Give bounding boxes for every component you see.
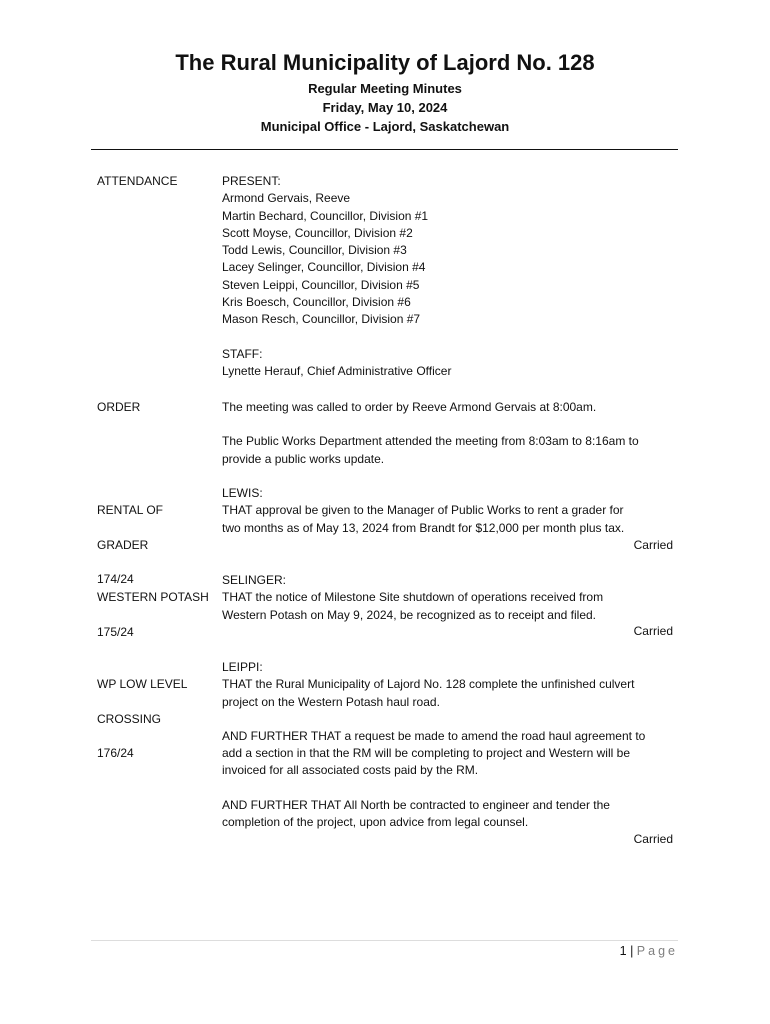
footer-separator: | bbox=[630, 944, 634, 958]
motion-line: AND FURTHER THAT a request be made to amend the road haul agreement to bbox=[222, 728, 646, 743]
mover: SELINGER: bbox=[222, 573, 287, 587]
order-call: The meeting was called to order by Reeve Armond Gervais at 8:00am. bbox=[222, 400, 597, 414]
rental-section bbox=[222, 485, 672, 537]
resolution-number: 176/24 bbox=[97, 746, 134, 761]
motion-line: invoiced for all associated costs paid by the RM. bbox=[222, 763, 479, 778]
order-note-line: provide a public works update. bbox=[222, 451, 385, 466]
footer-divider bbox=[91, 940, 678, 941]
motion-line: two months as of May 13, 2024 from Brandt for $12,000 per month plus tax. bbox=[222, 520, 625, 535]
motion-result: Carried bbox=[633, 624, 673, 638]
order-section bbox=[222, 399, 672, 468]
attendee: Todd Lewis, Councillor, Division #3 bbox=[222, 243, 407, 258]
attendee: Lacey Selinger, Councillor, Division #4 bbox=[222, 260, 426, 275]
resolution-number: 174/24 bbox=[97, 572, 134, 587]
motion-line: completion of the project, upon advice from legal counsel. bbox=[222, 815, 529, 830]
attendee: Armond Gervais, Reeve bbox=[222, 191, 351, 206]
attendee: Martin Bechard, Councillor, Division #1 bbox=[222, 208, 429, 223]
motion-line: add a section in that the RM will be completing to project and Western will be bbox=[222, 746, 630, 761]
mover: LEWIS: bbox=[222, 486, 263, 500]
motion-line: Western Potash on May 9, 2024, be recognized as to receipt and filed. bbox=[222, 607, 597, 622]
attendance-label: ATTENDANCE bbox=[97, 174, 178, 188]
rental-label-line: RENTAL OF bbox=[97, 503, 164, 518]
attendee: Mason Resch, Councillor, Division #7 bbox=[222, 312, 421, 327]
potash-label-line: WESTERN POTASH bbox=[97, 590, 209, 605]
attendee: Kris Boesch, Councillor, Division #6 bbox=[222, 295, 411, 310]
staff-member: Lynette Herauf, Chief Administrative Officer bbox=[222, 363, 452, 378]
crossing-label bbox=[97, 659, 187, 780]
attendee: Scott Moyse, Councillor, Division #2 bbox=[222, 225, 413, 240]
resolution-number: 175/24 bbox=[97, 624, 134, 639]
page-footer bbox=[620, 944, 678, 958]
page-word: Page bbox=[636, 944, 678, 958]
order-note-line: The Public Works Department attended the meeting from 8:03am to 8:16am to bbox=[222, 434, 639, 449]
motion-result: Carried bbox=[633, 538, 673, 552]
crossing-label-line: WP LOW LEVEL bbox=[97, 677, 188, 692]
motion-line: project on the Western Potash haul road. bbox=[222, 694, 440, 709]
mover: LEIPPI: bbox=[222, 660, 263, 674]
motion-line: THAT approval be given to the Manager of Public Works to rent a grader for bbox=[222, 503, 624, 518]
attendee: Steven Leippi, Councillor, Division #5 bbox=[222, 277, 420, 292]
present-heading: PRESENT: bbox=[222, 174, 281, 188]
meeting-location: Municipal Office - Lajord, Saskatchewan bbox=[260, 119, 510, 134]
attendance-section bbox=[222, 173, 672, 380]
potash-label bbox=[97, 572, 209, 658]
rental-label-line: GRADER bbox=[97, 537, 149, 552]
crossing-label-line: CROSSING bbox=[97, 711, 162, 726]
potash-section bbox=[222, 572, 672, 624]
motion-line: THAT the Rural Municipality of Lajord No. 128 complete the unfinished culvert bbox=[222, 677, 635, 692]
meeting-date: Friday, May 10, 2024 bbox=[322, 100, 448, 115]
motion-line: AND FURTHER THAT All North be contracted to engineer and tender the bbox=[222, 797, 610, 812]
staff-heading: STAFF: bbox=[222, 346, 263, 361]
motion-line: THAT the notice of Milestone Site shutdown of operations received from bbox=[222, 590, 604, 605]
order-label: ORDER bbox=[97, 400, 141, 414]
motion-result: Carried bbox=[633, 832, 673, 846]
meeting-type: Regular Meeting Minutes bbox=[308, 81, 462, 96]
page-number: 1 bbox=[619, 944, 627, 958]
crossing-section bbox=[222, 659, 672, 831]
document-title: The Rural Municipality of Lajord No. 128 bbox=[175, 50, 595, 75]
header-divider bbox=[91, 149, 678, 150]
